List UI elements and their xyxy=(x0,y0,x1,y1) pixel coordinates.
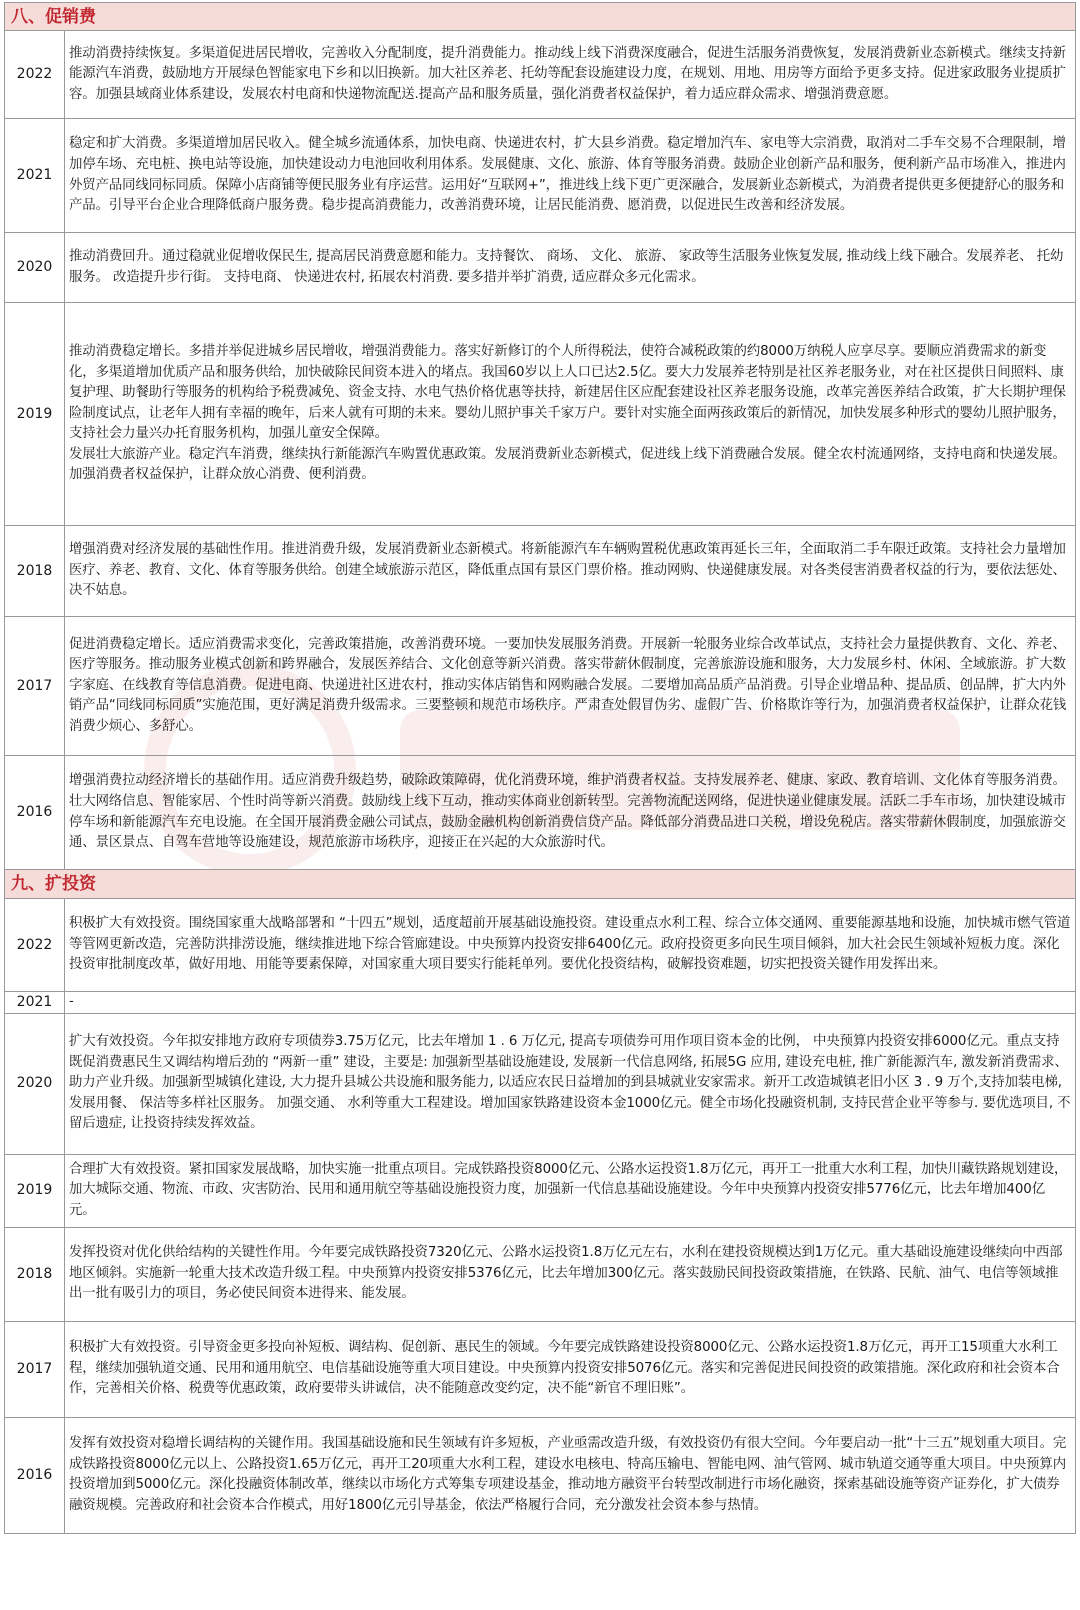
row-year: 2020 xyxy=(5,1013,65,1154)
table-row xyxy=(5,899,1076,992)
table-row xyxy=(5,303,1076,526)
row-year: 2019 xyxy=(5,1154,65,1227)
table-row xyxy=(5,1154,1076,1227)
row-text xyxy=(65,303,1076,526)
policy-document xyxy=(4,2,1076,1534)
row-year: 2017 xyxy=(5,1321,65,1417)
row-year: 2022 xyxy=(5,31,65,119)
investment-table xyxy=(4,898,1076,1534)
row-text: 合理扩大有效投资。紧扣国家发展战略，加快实施一批重点项目。完成铁路投资8000亿元、公路水运投资1.8万亿元，再开工一批重大水利工程，加快川藏铁路规划建设，加大城际交通、物流、市政、灾害防治、民用和通用航空等基础设施投资力度，加强新一代信息基础设施建设。今年中央预算内投资安排5776亿元，比去年增加400亿元。 xyxy=(65,1154,1076,1227)
section-title-consumption: 八、促销费 xyxy=(4,2,1076,30)
table-row xyxy=(5,31,1076,119)
section-title-investment: 九、扩投资 xyxy=(4,870,1076,898)
row-year: 2021 xyxy=(5,119,65,233)
row-text: 发挥有效投资对稳增长调结构的关键作用。我国基础设施和民生领域有许多短板，产业亟需改造升级，有效投资仍有很大空间。今年要启动一批“十三五”规划重大项目。完成铁路投资8000亿元以上、公路投资1.65万亿元，再开工20项重大水利工程，建设水电核电、特高压输电、智能电网、油气管网、城市轨道交通等重大项目。中央预算内投资增加到5000亿元。深化投融资体制改革，继续以市场化方式筹集专项建设基金，推动地方融资平台转型改制进行市场化融资，探索基础设施等资产证券化，扩大债券融资规模。完善政府和社会资本合作模式，用好1800亿元引导基金，依法严格履行合同，充分激发社会资本参与热情。 xyxy=(65,1417,1076,1533)
row-text: 推动消费回升。通过稳就业促增收保民生, 提高居民消费意愿和能力。支持餐饮、 商场、 文化、 旅游、 家政等生活服务业恢复发展, 推动线上线下融合。发展养老、 托幼服务。 改造提升步行街。 支持电商、 快递进农村, 拓展农村消费. 要多措并举扩消费, 适应群众多元化需求。 xyxy=(65,233,1076,303)
row-text: 发挥投资对优化供给结构的关键性作用。今年要完成铁路投资7320亿元、公路水运投资1.8万亿元左右，水利在建投资规模达到1万亿元。重大基础设施建设继续向中西部地区倾斜。实施新一轮重大技术改造升级工程。中央预算内投资安排5376亿元，比去年增加300亿元。落实鼓励民间投资政策措施，在铁路、民航、油气、电信等领域推出一批有吸引力的项目，务必使民间资本进得来、能发展。 xyxy=(65,1227,1076,1321)
row-year: 2018 xyxy=(5,526,65,617)
row-year: 2022 xyxy=(5,899,65,992)
row-paragraph: 发展壮大旅游产业。稳定汽车消费，继续执行新能源汽车购置优惠政策。发展消费新业态新模式，促进线上线下消费融合发展。健全农村流通网络，支持电商和快递发展。加强消费者权益保护，让群众放心消费、便利消费。 xyxy=(69,446,1066,483)
row-year: 2017 xyxy=(5,617,65,756)
table-row xyxy=(5,526,1076,617)
row-text: 稳定和扩大消费。多渠道增加居民收入。健全城乡流通体系，加快电商、快递进农村，扩大县乡消费。稳定增加汽车、家电等大宗消费，取消对二手车交易不合理限制，增加停车场、充电桩、换电站等设施，加快建设动力电池回收利用体系。发展健康、文化、旅游、体育等服务消费。鼓励企业创新产品和服务，便利新产品市场准入，推进内外贸产品同线同标同质。保障小店商铺等便民服务业有序运营。运用好“互联网+”，推进线上线下更广更深融合，发展新业态新模式，为消费者提供更多便捷舒心的服务和产品。引导平台企业合理降低商户服务费。稳步提高消费能力，改善消费环境，让居民能消费、愿消费，以促进民生改善和经济发展。 xyxy=(65,119,1076,233)
row-text: - xyxy=(65,992,1076,1014)
table-row xyxy=(5,1013,1076,1154)
table-row xyxy=(5,119,1076,233)
row-year: 2020 xyxy=(5,233,65,303)
table-row xyxy=(5,992,1076,1014)
row-text: 扩大有效投资。今年拟安排地方政府专项债券3.75万亿元，比去年增加 1 . 6 万亿元, 提高专项债券可用作项目资本金的比例， 中央预算内投资安排6000亿元。重点支持既促消费惠民生又调结构增后劲的 “两新一重” 建设，主要是: 加强新型基础设施建设, 发展新一代信息网络, 拓展5G 应用, 建设充电桩, 推广新能源汽车, 激发新消费需求、 助力产业升级。加强新型城镇化建设, 大力提升县城公共设施和服务能力, 以适应农民日益增加的到县城就业安家需求。新开工改造城镇老旧小区 3 . 9 万个,支持加装电梯, 发展用餐、 保洁等多样社区服务。 加强交通、 水利等重大工程建设。增加国家铁路建设资本金1000亿元。健全市场化投融资机制, 支持民营企业平等参与. 要优选项目, 不留后遗症, 让投资持续发挥效益。 xyxy=(65,1013,1076,1154)
table-row xyxy=(5,1227,1076,1321)
row-year: 2019 xyxy=(5,303,65,526)
row-text: 增强消费对经济发展的基础性作用。推进消费升级，发展消费新业态新模式。将新能源汽车车辆购置税优惠政策再延长三年，全面取消二手车限迁政策。支持社会力量增加医疗、养老、教育、文化、体育等服务供给。创建全域旅游示范区，降低重点国有景区门票价格。推动网购、快递健康发展。对各类侵害消费者权益的行为，要依法惩处、决不姑息。 xyxy=(65,526,1076,617)
row-year: 2016 xyxy=(5,1417,65,1533)
table-row xyxy=(5,1321,1076,1417)
row-text: 推动消费持续恢复。多渠道促进居民增收，完善收入分配制度，提升消费能力。推动线上线下消费深度融合，促进生活服务消费恢复，发展消费新业态新模式。继续支持新能源汽车消费，鼓励地方开展绿色智能家电下乡和以旧换新。加大社区养老、托幼等配套设施建设力度，在规划、用地、用房等方面给予更多支持。促进家政服务业提质扩容。加强县域商业体系建设，发展农村电商和快递物流配送.提高产品和服务质量，强化消费者权益保护，着力适应群众需求、增强消费意愿。 xyxy=(65,31,1076,119)
row-year: 2018 xyxy=(5,1227,65,1321)
row-text: 增强消费拉动经济增长的基础作用。适应消费升级趋势，破除政策障碍，优化消费环境，维护消费者权益。支持发展养老、健康、家政、教育培训、文化体育等服务消费。壮大网络信息、智能家居、个性时尚等新兴消费。鼓励线上线下互动，推动实体商业创新转型。完善物流配送网络，促进快递业健康发展。活跃二手车市场，加快建设城市停车场和新能源汽车充电设施。在全国开展消费金融公司试点，鼓励金融机构创新消费信贷产品。降低部分消费品进口关税，增设免税店。落实带薪休假制度，加强旅游交通、景区景点、自驾车营地等设施建设，规范旅游市场秩序，迎接正在兴起的大众旅游时代。 xyxy=(65,756,1076,870)
row-text: 积极扩大有效投资。围绕国家重大战略部署和 “十四五”规划，适度超前开展基础设施投资。建设重点水利工程、综合立体交通网、重要能源基地和设施，加快城市燃气管道等管网更新改造，完善防洪排涝设施，继续推进地下综合管廊建设。中央预算内投资安排6400亿元。政府投资更多向民生项目倾斜，加大社会民生领域补短板力度。深化投资审批制度改革，做好用地、用能等要素保障，对国家重大项目要实行能耗单列。要优化投资结构，破解投资难题，切实把投资关键作用发挥出来。 xyxy=(65,899,1076,992)
row-year: 2016 xyxy=(5,756,65,870)
row-year: 2021 xyxy=(5,992,65,1014)
row-text: 积极扩大有效投资。引导资金更多投向补短板、调结构、促创新、惠民生的领域。今年要完成铁路建设投资8000亿元、公路水运投资1.8万亿元，再开工15项重大水利工程，继续加强轨道交通、民用和通用航空、电信基础设施等重大项目建设。中央预算内投资安排5076亿元。落实和完善促进民间投资的政策措施。深化政府和社会资本合作，完善相关价格、税费等优惠政策，政府要带头讲诚信，决不能随意改变约定，决不能“新官不理旧账”。 xyxy=(65,1321,1076,1417)
table-row xyxy=(5,617,1076,756)
row-paragraph: 推动消费稳定增长。多措并举促进城乡居民增收，增强消费能力。落实好新修订的个人所得税法，使符合减税政策的约8000万纳税人应享尽享。要顺应消费需求的新变化，多渠道增加优质产品和服务供给，加快破除民间资本进入的堵点。我国60岁以上人口已达2.5亿。要大力发展养老特别是社区养老服务业，对在社区提供日间照料、康复护理、助餐助行等服务的机构给予税费减免、资金支持、水电气热价格优惠等扶持，新建居住区应配套建设社区养老服务设施，改革完善医养结合政策，扩大长期护理保险制度试点，让老年人拥有幸福的晚年，后来人就有可期的未来。婴幼儿照护事关千家万户。要针对实施全面两孩政策后的新情况，加快发展多种形式的婴幼儿照护服务，支持社会力量兴办托育服务机构，加强儿童安全保障。 xyxy=(69,343,1066,442)
table-row xyxy=(5,233,1076,303)
consumption-table xyxy=(4,30,1076,870)
row-text: 促进消费稳定增长。适应消费需求变化，完善政策措施，改善消费环境。一要加快发展服务消费。开展新一轮服务业综合改革试点，支持社会力量提供教育、文化、养老、医疗等服务。推动服务业模式创新和跨界融合，发展医养结合、文化创意等新兴消费。落实带薪休假制度，完善旅游设施和服务，大力发展乡村、休闲、全域旅游。扩大数字家庭、在线教育等信息消费。促进电商、快递进社区进农村，推动实体店销售和网购融合发展。二要增加高品质产品消费。引导企业增品种、提品质、创品牌，扩大内外销产品“同线同标同质”实施范围，更好满足消费升级需求。三要整顿和规范市场秩序。严肃查处假冒伪劣、虚假广告、价格欺诈等行为，加强消费者权益保护，让群众花钱消费少烦心、多舒心。 xyxy=(65,617,1076,756)
table-row xyxy=(5,756,1076,870)
table-row xyxy=(5,1417,1076,1533)
